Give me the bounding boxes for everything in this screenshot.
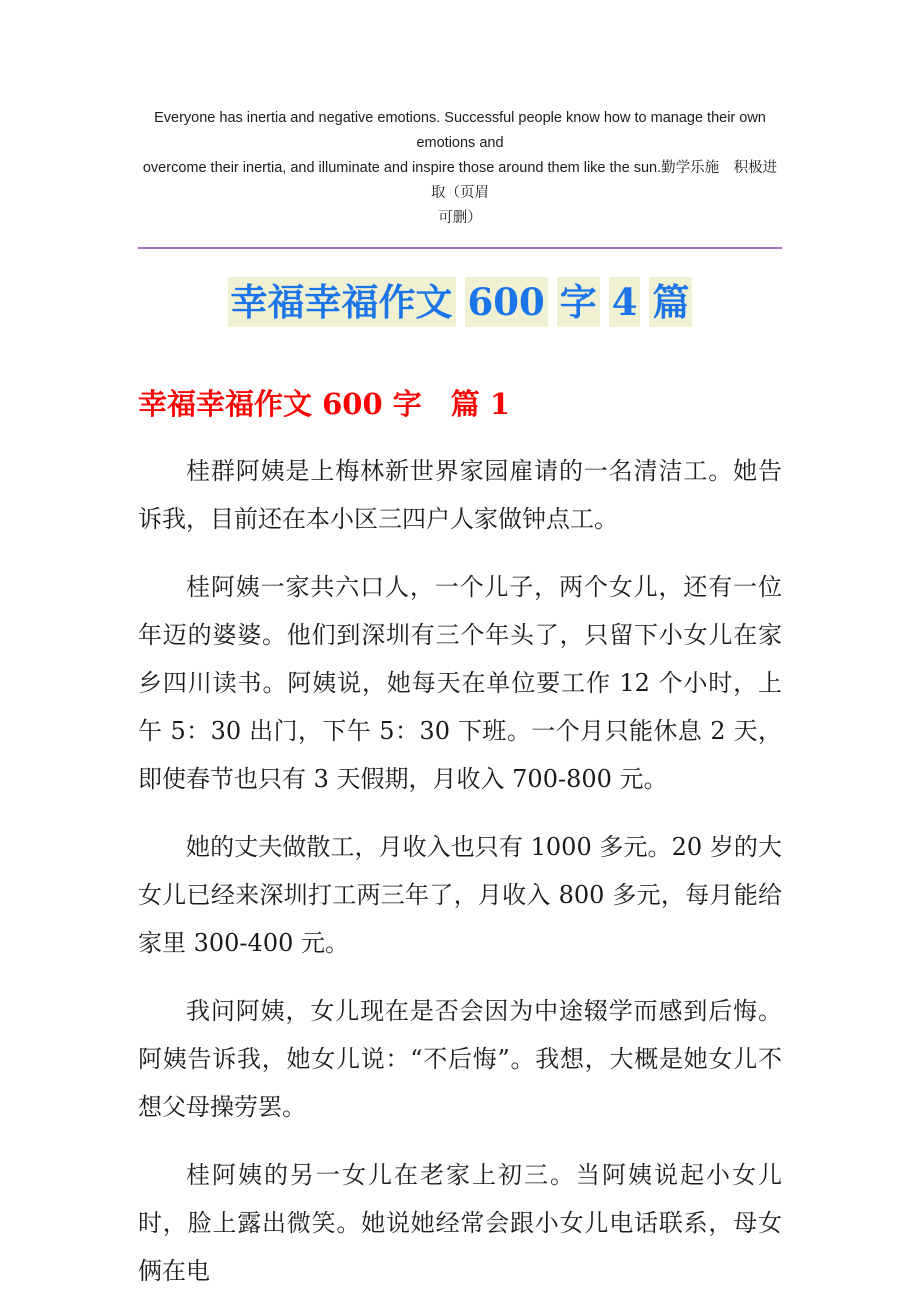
page-header-note	[138, 106, 782, 231]
header-line: 可删）	[438, 210, 482, 226]
title-segment: 篇	[649, 277, 692, 327]
title-segment: 4	[609, 277, 641, 327]
body-paragraph: 我问阿姨，女儿现在是否会因为中途辍学而感到后悔。阿姨告诉我，她女儿说：“不后悔”。我想，大概是她女儿不想父母操劳罢。	[138, 997, 782, 1121]
header-divider	[138, 247, 782, 249]
document-title	[0, 279, 920, 325]
body-paragraph: 桂阿姨的另一女儿在老家上初三。当阿姨说起小女儿时，脸上露出微笑。她说她经常会跟小女儿电话联系，母女俩在电	[138, 1161, 782, 1285]
section-heading: 幸福幸福作文 600 字 篇 1	[138, 387, 511, 421]
header-line: overcome their inertia, and illuminate and inspire those around them like the sun.勤学乐施 积极进取（页眉	[142, 160, 778, 201]
body-paragraph: 她的丈夫做散工，月收入也只有 1000 多元。20 岁的大女儿已经来深圳打工两三年了，月收入 800 多元，每月能给家里 300-400 元。	[138, 833, 782, 957]
body-paragraph: 桂阿姨一家共六口人，一个儿子，两个女儿，还有一位年迈的婆婆。他们到深圳有三个年头了，只留下小女儿在家乡四川读书。阿姨说，她每天在单位要工作 12 个小时，上午 5：30 出门，下午 5：30 下班。一个月只能休息 2 天，即使春节也只有 3 天假期，月收入 700-800 元。	[138, 573, 782, 793]
header-line: Everyone has inertia and negative emotions. Successful people know how to manage their own emotions and	[154, 110, 766, 151]
title-segment: 字	[557, 277, 600, 327]
title-segment: 幸福幸福作文	[228, 277, 456, 327]
title-segment: 600	[465, 277, 548, 327]
body-paragraph: 桂群阿姨是上梅林新世界家园雇请的一名清洁工。她告诉我，目前还在本小区三四户人家做钟点工。	[138, 457, 782, 533]
